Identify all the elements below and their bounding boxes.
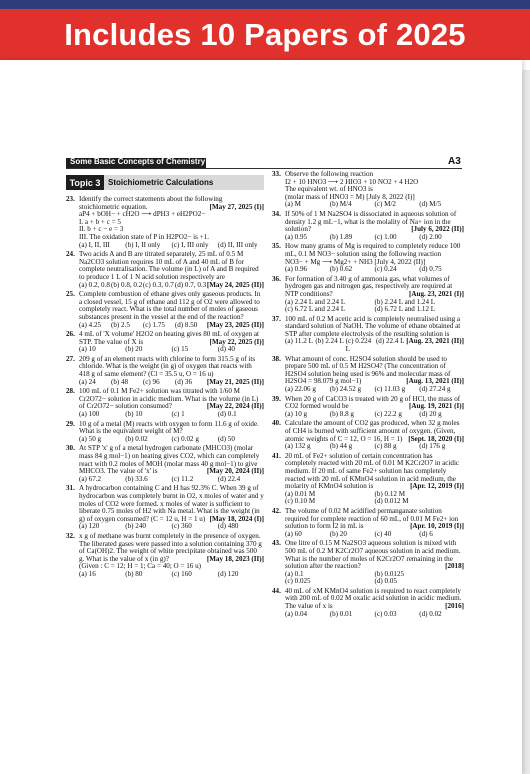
answer-options: [285, 491, 464, 506]
answer-option: (c) M/2: [374, 200, 396, 209]
question-item: [272, 396, 464, 419]
question-item: [66, 421, 264, 444]
question-line: I. a + b + c = 5: [79, 217, 121, 226]
answer-options: [79, 322, 207, 330]
answer-option: (d) 0.7, 0.3: [174, 280, 207, 289]
question-item: [272, 243, 464, 273]
answer-option: (c) 22.2 g: [374, 409, 402, 418]
answer-option: (a) 10: [79, 345, 96, 354]
answer-option: (b) 1.89: [329, 232, 353, 241]
question-item: [66, 533, 264, 579]
exam-tag: [May 24, 2025 (II)]: [206, 280, 264, 289]
answer-options: [79, 476, 264, 484]
question-text: What amount of conc. H2SO4 solution should be used to prepare 500 mL of 0.5 M H2SO4? (The concentration of H2SO4 solution being used is 96% and molecular mass of H2SO4 = 98.079 g mol−1): [285, 354, 451, 386]
answer-option: (a) I, II, III: [79, 240, 110, 249]
answer-option: (d) 0.75: [419, 265, 442, 274]
answer-option: (b) 0.8, 0.2: [110, 280, 143, 289]
answer-option: (c) 96: [142, 377, 160, 386]
answer-options: [285, 531, 464, 539]
answer-option: (a) 24: [79, 377, 96, 386]
question-number: 23.: [66, 195, 75, 203]
answer-option: (b) 20: [125, 345, 143, 354]
answer-option: (a) 0.2, 0.8: [79, 280, 110, 289]
question-text: The volume of 0.02 M acidified permanganate solution required for complete reaction of 60 mL, of 0.01 M Fe2+ ion solution to form I2 in mL is: [285, 506, 459, 531]
answer-option: (b) 0.01: [329, 609, 353, 618]
question-text: Complete combustion of ethane gives only gaseous products. In a closed vessel, 15 g of ethane and 112 g of O2 were allowed to completely react. What is the total number of moles of gaseous substances present in the vessel at the end of the reaction?: [79, 290, 261, 321]
answer-option: (c) 1.00: [374, 232, 397, 241]
exam-tag: [Sept. 18, 2020 (I)]: [408, 434, 464, 443]
answer-option: (a) 0.96: [285, 265, 308, 274]
exam-tag: [Apr. 10, 2019 (I)]: [410, 522, 464, 531]
answer-options: [285, 611, 464, 619]
question-item: [272, 211, 464, 241]
question-line: (Given : C = 12; H = 1; Ca = 40; O = 16 u): [79, 562, 202, 571]
exam-tag: [July 6, 2022 (II)]: [411, 225, 464, 234]
answer-option: (b) 20: [329, 529, 347, 538]
question-text: Two acids A and B are titrated separately, 25 mL of 0.5 M Na2CO3 solution requires 10 mL of A and 40 mL of B for complete neutralisation. The volume (in L) of A and B required to produce 1 L of 1 N acid solution respectively are: [79, 250, 259, 281]
answer-option: (b) 0.12 M: [374, 489, 406, 498]
answer-option: (d) 27.24 g: [419, 385, 451, 394]
question-item: [272, 420, 464, 450]
question-number: 40.: [272, 419, 281, 428]
exam-tag: [May 22, 2024 (II)]: [206, 402, 264, 411]
question-text: 4 mL of 'X volume' H2O2 on heating gives 80 mL of oxygen at STP. The value of X is: [79, 330, 259, 346]
question-item: [66, 291, 264, 329]
answer-option: (b) M/4: [329, 200, 352, 209]
answer-option: (d) 6: [419, 529, 433, 538]
answer-option: (a) 11.2 L: [285, 337, 313, 346]
answer-options: [285, 571, 464, 586]
exam-tag: [May 21, 2025 (II)]: [206, 377, 264, 386]
question-text: Identify the correct statements about the following stoichiometric equation.: [79, 195, 223, 211]
question-number: 39.: [272, 394, 281, 403]
question-number: 30.: [66, 444, 75, 453]
question-number: 28.: [66, 387, 75, 396]
exam-tag: [Apr. 12, 2019 (I)]: [410, 482, 464, 491]
answer-option: (b) 2.24 L and 1.24 L: [374, 297, 436, 306]
answer-option: (b) 33.6: [125, 474, 148, 483]
question-text: Observe the following reaction: [285, 170, 374, 178]
answer-option: (a) 16: [79, 569, 96, 578]
question-text: How many grams of Mg is required to completely reduce 100 mL, 0.1 M NO3− solution using the following reaction: [285, 242, 461, 258]
question-text: x g of methane was burnt completely in the presence of oxygen. The liberated gases were passed into a solution containing 370 g of Ca(OH)2. The weight of white precipitate obtained was 500 g. What is the value of x (in g)?: [79, 531, 262, 563]
answer-option: (c) 40: [374, 529, 392, 538]
answer-option: (a) 50 g: [79, 434, 102, 443]
answer-option: (c) 0.03: [374, 609, 397, 618]
question-number: 31.: [66, 484, 75, 493]
answer-option: (a) 60: [285, 529, 302, 538]
exam-tag: [2016]: [445, 602, 464, 611]
question-line: aP4 + bOH− + cH2O ⟶ dPH3 + eH2PO2−: [79, 210, 206, 219]
answer-option: (d) 6.72 L and 1.12 L: [374, 305, 436, 314]
answer-option: (c) 11.2: [171, 474, 194, 483]
question-text: 100 mL of 0.2 M acetic acid is completely neutralised using a standard solution of NaOH. The volume of ethane obtained at STP after complete electrolysis of the resulting solution is: [285, 314, 461, 338]
answer-option: (d) M/5: [419, 200, 442, 209]
question-text: 20 mL of Fe2+ solution of certain concentration has completely reacted with 20 mL of 0.01 M K2Cr2O7 in acidic medium. If 20 mL of same Fe2+ solution has completely reacted with 20 mL of KMnO4 solution in acid medium, the molarity of KMnO4 solution is: [285, 451, 460, 491]
question-line: I2 + 10 HNO3 ⟶ 2 HIO3 + 10 NO2 + 4 H2O: [285, 177, 419, 186]
answer-option: (b) 0.0125: [374, 569, 405, 578]
answer-option: (b) 0.02: [125, 434, 148, 443]
question-number: 38.: [272, 354, 281, 363]
answer-option: (c) 0.3, 0.7: [142, 280, 174, 289]
answer-option: (a) 132 g: [285, 442, 311, 451]
question-text: When 20 g of CaCO3 is treated with 20 g of HCl, the mass of CO2 formed would be: [285, 394, 461, 411]
question-line: The equivalent wt. of HNO3 is: [285, 185, 373, 194]
question-text: 100 mL of 0.1 M Fe2+ solution was titrated with 1/60 M Cr2O72− solution in acidic medium. What is the volume (in L) of Cr2O72− solution consumed?: [79, 387, 259, 411]
question-text: 10 g of a metal (M) reacts with oxygen to form 11.6 g of oxide. What is the equivalent weight of M?: [79, 419, 259, 436]
exam-tag: [Aug. 23, 2021 (I)]: [409, 289, 464, 298]
question-item: [66, 196, 264, 249]
question-text: At STP 'x' g of a metal hydrogen carbonate (MHCO3) (molar mass 84 g mol−1) on heating gives CO2, which can completely react with 0.2 moles of MOH (molar mass 40 g mol−1) to give MHCO3. The value of 'x' is: [79, 444, 260, 476]
answer-options: [79, 571, 264, 579]
answer-option: (a) 67.2: [79, 474, 102, 483]
question-number: 25.: [66, 290, 75, 299]
answer-option: (b) 44 g: [329, 442, 353, 451]
page-number: A3: [448, 156, 461, 167]
answer-options: [79, 523, 264, 531]
exam-tag: [May 20, 2024 (II)]: [206, 467, 264, 476]
answer-option: (b) 80: [125, 569, 143, 578]
question-text: If 50% of 1 M Na2SO4 is dissociated in aqueous solution of density 1.2 g mL−1, what is the molality of Na+ ion in the solution?: [285, 209, 457, 234]
question-number: 43.: [272, 539, 281, 548]
answer-option: (c) I, III only: [171, 240, 209, 249]
answer-options: [79, 436, 264, 444]
answer-option: (d) 2.00: [419, 232, 442, 241]
answer-option: (d) 0.1: [217, 410, 237, 419]
answer-option: (d) 40: [217, 345, 235, 354]
answer-option: (a) M: [285, 200, 301, 209]
question-item: [272, 588, 464, 618]
question-line: II. b + c − e = 3: [79, 225, 124, 234]
header-rule: [66, 168, 462, 169]
answer-option: (a) 0.95: [285, 232, 308, 241]
answer-options: [285, 411, 464, 419]
question-item: [66, 388, 264, 418]
question-number: 29.: [66, 419, 75, 428]
answer-option: (d) II, III only: [217, 240, 258, 249]
answer-option: (b) 2.24 L: [315, 337, 344, 346]
answer-option: (c) 0.02 g: [171, 434, 199, 443]
answer-option: (b) 240: [125, 522, 146, 531]
question-text: One litre of 0.15 M Na2SO3 aqueous solution is mixed with 500 mL of 0.2 M K2Cr2O7 aqueous solution in acid medium. What is the number of moles of K2Cr2O7 remaining in the solution after the reaction?: [285, 539, 461, 571]
question-number: 33.: [272, 170, 281, 178]
question-line: III. The oxidation state of P in H2PO2− is +1.: [79, 232, 209, 241]
question-item: [66, 445, 264, 483]
promo-banner: [0, 9, 530, 60]
answer-options: [79, 242, 264, 250]
question-number: 24.: [66, 250, 75, 259]
answer-option: (b) 24.52 g: [329, 385, 362, 394]
answer-option: (a) 4.25: [79, 320, 102, 329]
chapter-title: Some Basic Concepts of Chemistry: [70, 157, 206, 166]
question-item: [272, 453, 464, 506]
exam-tag: [Aug. 19, 2021 (I)]: [409, 402, 464, 411]
exam-tag: [May 23, 2025 (II)]: [206, 320, 264, 329]
question-line: (molar mass of HNO3 = M) [July 8, 2022 (I)]: [285, 192, 415, 201]
answer-option: (c) 0.24: [374, 265, 397, 274]
exam-tag: [2018]: [445, 562, 464, 571]
answer-option: (c) 0.224 L: [345, 337, 372, 354]
answer-option: (a) 0.01 M: [285, 489, 316, 498]
answer-option: (d) 50: [217, 434, 235, 443]
answer-option: (c) 11.03 g: [374, 385, 406, 394]
exam-tag: [Aug. 23, 2021 (II)]: [406, 337, 464, 346]
question-item: [66, 331, 264, 354]
topic-title: Stoichiometric Calculations: [104, 175, 264, 190]
answer-option: (d) 0.02: [419, 609, 442, 618]
answer-option: (a) 0.04: [285, 609, 308, 618]
question-number: 36.: [272, 274, 281, 283]
answer-option: (b) 10: [125, 410, 143, 419]
answer-options: [285, 386, 464, 394]
answer-option: (c) 1.75: [142, 320, 165, 329]
answer-option: (d) 36: [174, 377, 192, 386]
banner-title: Includes 10 Papers of 2025: [64, 16, 466, 52]
answer-options: [79, 346, 264, 354]
question-number: 35.: [272, 242, 281, 251]
exam-tag: [May 18, 2023 (II)]: [206, 554, 264, 563]
answer-option: (d) 22.4: [217, 474, 241, 483]
answer-option: (b) 0.62: [329, 265, 353, 274]
answer-options: [285, 299, 464, 314]
answer-option: (d) 120: [217, 569, 239, 578]
answer-option: (d) 8.50: [174, 320, 198, 329]
question-number: 32.: [66, 531, 75, 540]
answer-options: [79, 379, 207, 387]
answer-options: [285, 234, 464, 242]
question-line: NO3− + Mg ⟶ Mg2+ + NH3 [July 4, 2022 (II)]: [285, 257, 426, 266]
answer-options: [79, 411, 264, 419]
answer-option: (d) 480: [217, 522, 239, 531]
answer-option: (a) 120: [79, 522, 100, 531]
question-number: 41.: [272, 451, 281, 460]
question-item: [272, 540, 464, 586]
answer-option: (c) 15: [171, 345, 189, 354]
question-number: 26.: [66, 330, 75, 339]
exam-tag: [May 22, 2025 (I)]: [209, 337, 264, 346]
question-number: 34.: [272, 209, 281, 218]
topic-label: Topic 3: [66, 175, 104, 190]
answer-option: (a) 100: [79, 410, 100, 419]
answer-option: (c) 6.72 L and 2.24 L: [285, 305, 346, 314]
question-number: 44.: [272, 586, 281, 595]
answer-option: (c) 0.025: [285, 577, 311, 586]
question-number: 42.: [272, 506, 281, 515]
answer-option: (d) 0.05: [374, 577, 397, 586]
exam-tag: [Aug. 13, 2021 (II)]: [406, 377, 464, 386]
question-item: [272, 316, 464, 354]
answer-option: (b) 48: [110, 377, 129, 386]
answer-options: [285, 266, 464, 274]
answer-option: (c) 360: [171, 522, 192, 531]
answer-option: (c) 0.10 M: [285, 497, 316, 506]
answer-option: (c) 1: [171, 410, 185, 419]
answer-option: (b) I, II only: [125, 240, 161, 249]
answer-option: (a) 0.1: [285, 569, 304, 578]
question-item: [66, 251, 264, 289]
answer-option: (b) 2.5: [110, 320, 130, 329]
exam-tag: [May 18, 2024 (I)]: [209, 514, 264, 523]
question-item: [272, 171, 464, 209]
answer-option: (d) 0.012 M: [374, 497, 409, 506]
question-text: For formation of 3.40 g of ammonia gas, what volumes of hydrogen gas and nitrogen gas, respectively are required at NTP conditions?: [285, 274, 453, 298]
question-item: [66, 485, 264, 531]
question-item: [272, 276, 464, 314]
answer-option: (d) 20 g: [419, 409, 442, 418]
question-number: 27.: [66, 354, 75, 363]
question-text: A hydrocarbon containing C and H has 92.3% C. When 39 g of hydrocarbon was completely burnt in O2, x moles of water and y moles of CO2 were formed. x moles of water is sufficient to liberate 0.75 moles of H2 with Na metal. What is the weight (in g) of oxygen consumed? (C = 12 u, H = 1 u): [79, 484, 264, 523]
question-item: [66, 356, 264, 386]
answer-option: (c) 160: [171, 569, 192, 578]
answer-option: (b) 8.8 g: [329, 409, 354, 418]
answer-options: [79, 282, 207, 290]
answer-option: (a) 22.06 g: [285, 385, 316, 394]
question-number: 37.: [272, 314, 281, 323]
banner-top-stripe: [0, 0, 530, 9]
answer-option: (d) 22.4 L: [375, 337, 405, 346]
exam-tag: [May 27, 2025 (I)]: [209, 202, 264, 211]
answer-option: (d) 176 g: [419, 442, 446, 451]
answer-option: (a) 2.24 L and 2.24 L: [285, 297, 346, 306]
answer-options: [285, 338, 406, 353]
question-text: 40 mL of xM KMnO4 solution is required to react completely with 200 mL of 0.02 M oxalic acid solution in acidic medium. The value of x is: [285, 586, 462, 611]
question-text: Calculate the amount of CO2 gas produced, when 32 g moles of CH4 is burned with sufficient amount of oxygen. (Given, atomic weights of C = 12, O = 16, H = 1): [285, 419, 460, 443]
answer-options: [285, 443, 464, 451]
answer-option: (a) 10 g: [285, 409, 308, 418]
question-item: [272, 508, 464, 538]
question-text: 209 g of an element reacts with chlorine to form 315.5 g of its chloride. What is the weight (in g) of oxygen that reacts with 418 g of same element? (Cl = 35.5 u, O = 16 u): [79, 354, 256, 379]
answer-options: [285, 201, 464, 209]
question-item: [272, 356, 464, 394]
right-question-column: [272, 171, 464, 620]
answer-option: (c) 88 g: [374, 442, 397, 451]
left-question-column: [66, 196, 264, 581]
